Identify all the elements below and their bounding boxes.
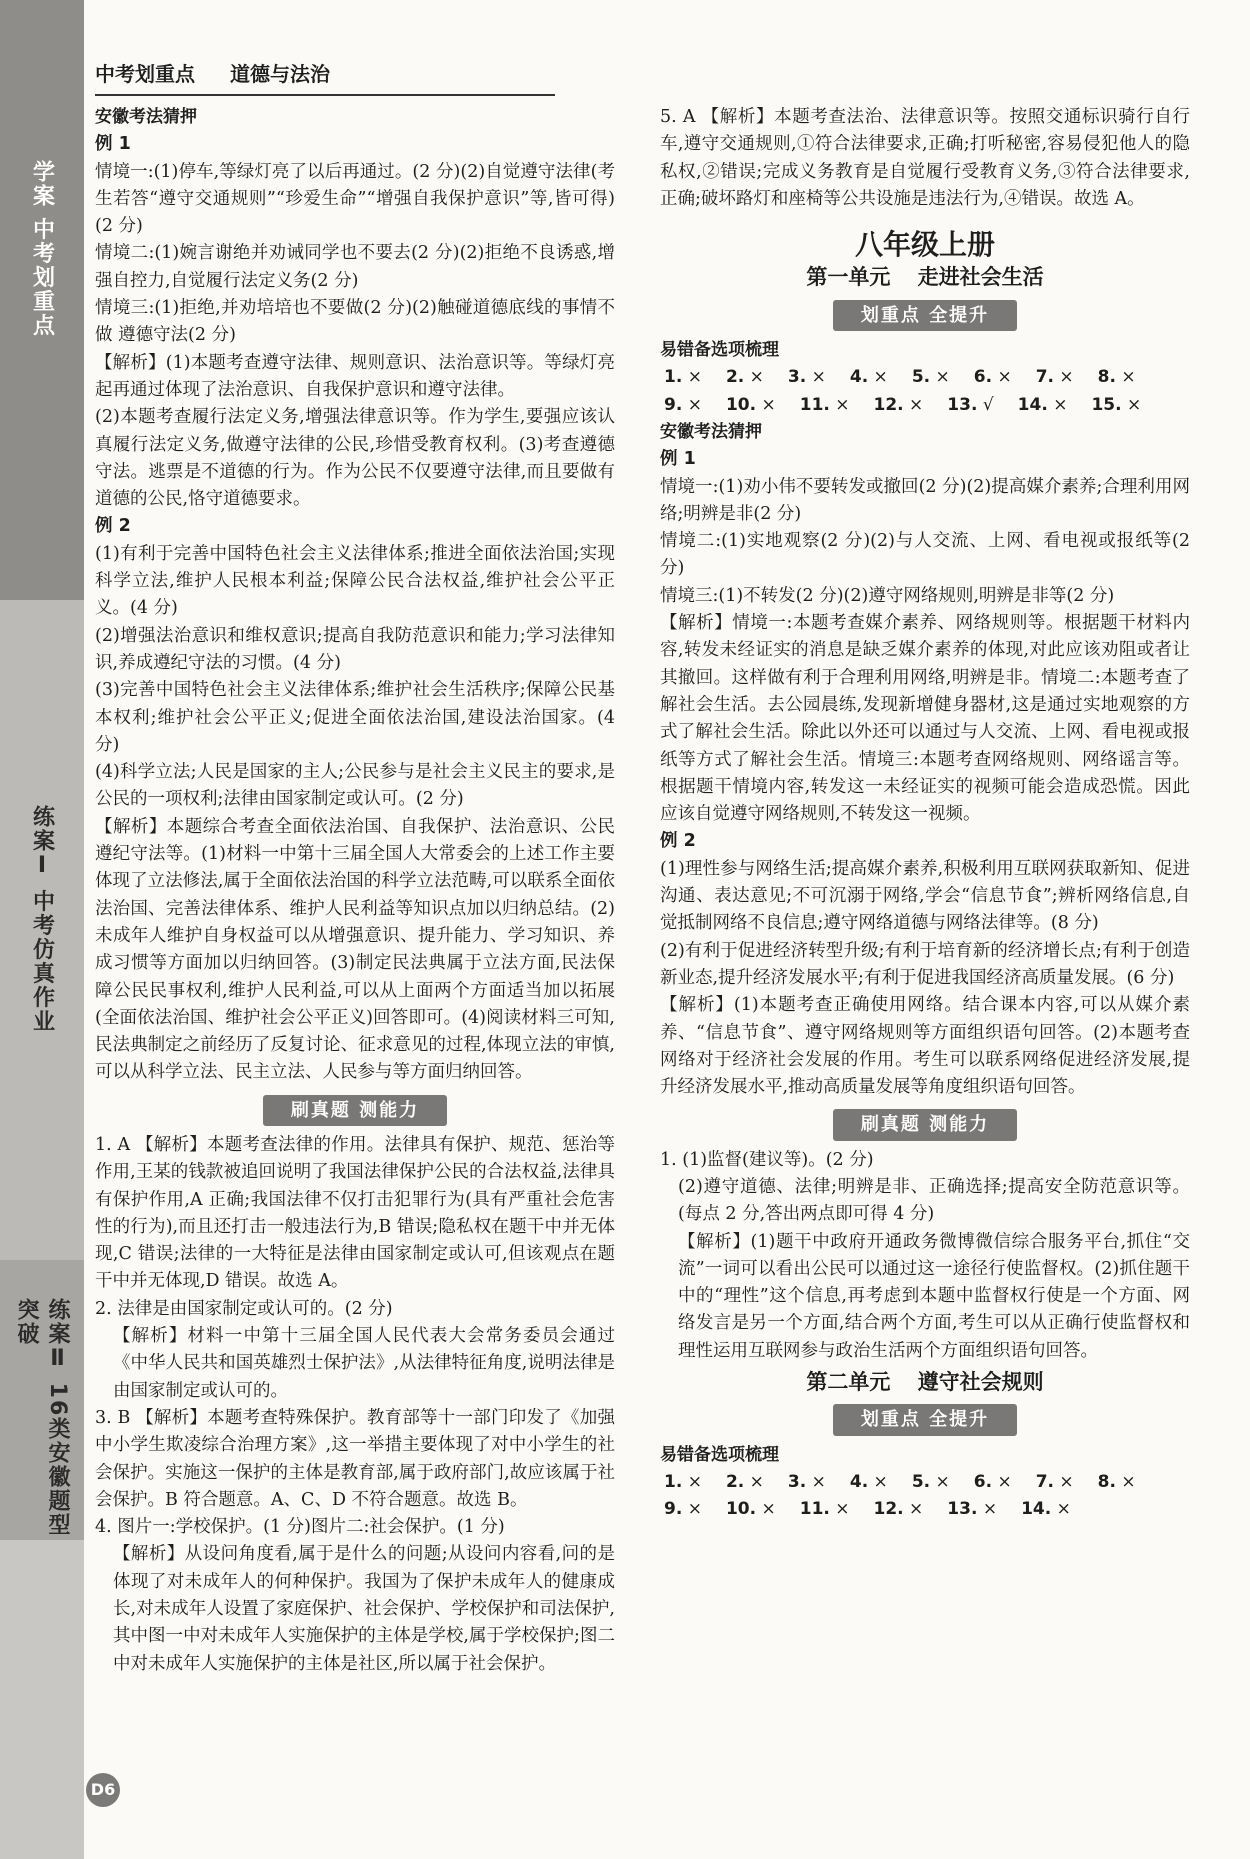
option-mark: × (930, 367, 950, 388)
example-heading: 例 2 (95, 516, 131, 537)
side-label-1: 学案 中考划重点 (29, 160, 55, 338)
unit-title (660, 1369, 1190, 1396)
option-item (1017, 1496, 1071, 1523)
option-number: 4. (849, 367, 869, 388)
option-mark: × (1054, 1471, 1074, 1492)
option-number: 8. (1097, 367, 1116, 388)
option-number: 1. (664, 367, 683, 388)
analysis-paragraph: 【解析】从设问角度看,属于是什么的问题;从设问内容看,问的是体现了对未成年人的何种保护。我国为了保护未成年人的健康成长,对未成年人设置了家庭保护、社会保护、学校保护和司法保护,其中图一中对未成年人实施保护的主体是学校,属于学校保护;图二中对未成年人实施保护的主体是社区,所以属于社会保护。 (113, 1544, 615, 1674)
option-number: 5. (911, 367, 931, 388)
answer-paragraph: (3)完善中国特色社会主义法律体系;维护社会生活秩序;保障公民基本权利;维护社会公平正义;促进全面依法治国,建设法治国家。(4 分) (95, 680, 615, 755)
option-number: 7. (1035, 367, 1055, 388)
answer-paragraph: 情境一:(1)停车,等绿灯亮了以后再通过。(2 分)(2)自觉遵守法律(考生若答“遵守交通规则”“珍爱生命”“增强自我保护意识”等,皆可得)(2 分) (95, 161, 615, 237)
analysis-paragraph: 【解析】情境一:本题考查媒介素养、网络规则等。根据题干材料内容,转发未经证实的消息是缺乏媒介素养的体现,对此应该劝阻或者让其撤回。这样做有利于合理利用网络,明辨是非。情境二:本题考查了解社会生活。去公园晨练,发现新增健身器材,这是通过实地观察的方式了解社会生活。除此以外还可以通过与人交流、上网、看电视或报纸等方式了解社会生活。情境三:本题考查网络规则、网络谣言等。根据题干情境内容,转发这一未经证实的视频可能会造成恐慌。因此应该自觉遵守网络规则,不转发这一视频。 (660, 613, 1190, 825)
option-item (722, 1469, 764, 1496)
option-mark: × (930, 1471, 950, 1492)
option-mark: × (903, 394, 924, 415)
answer-paragraph: 情境二:(1)实地观察(2 分)(2)与人交流、上网、看电视或报纸等(2 分) (660, 531, 1190, 579)
option-item (660, 392, 702, 419)
section-band (660, 1109, 1190, 1140)
side-label-2: 练案Ⅰ 中考仿真作业 (29, 805, 55, 1034)
option-mark: × (1051, 1499, 1071, 1520)
option-mark: × (744, 367, 764, 388)
analysis-paragraph: 【解析】(1)题干中政府开通政务微博微信综合服务平台,抓住“交流”一词可以看出公民可以通过这一途径行使监督权。(2)抓住题干中的“理性”这个信息,再考虑到本题中监督权行使是一个方面、网络发言是另一个方面,结合两个方面,考生可以从正确行使监督权和理性运用互联网参与政治生活两个方面组织语句回答。 (678, 1231, 1190, 1361)
side-tab-lianan2 (0, 1260, 84, 1540)
band-label: 刷真题 测能力 (833, 1109, 1017, 1140)
side-rail (0, 0, 84, 1859)
options-heading: 易错备选项梳理 (660, 1444, 779, 1465)
option-mark: × (756, 394, 776, 415)
section-band (95, 1095, 615, 1126)
option-mark: × (744, 1471, 764, 1492)
question-answer: 2. 法律是由国家制定或认可的。(2 分) (95, 1298, 393, 1319)
answer-paragraph: (4)科学立法;人民是国家的主人;公民参与是社会主义民主的要求,是公民的一项权利;法律由国家制定或认可。(2 分) (95, 762, 615, 810)
option-number: 9. (664, 394, 683, 415)
option-number: 12. (873, 1499, 904, 1520)
analysis-paragraph: 【解析】(1)本题考查遵守法律、规则意识、法治意识等。等绿灯亮起再通过体现了法治意识、自我保护意识和遵守法律。 (95, 352, 615, 400)
option-item (846, 1469, 888, 1496)
options-list (660, 1469, 1190, 1524)
option-mark: × (992, 367, 1012, 388)
option-mark: × (829, 394, 850, 415)
example-heading: 例 1 (660, 449, 696, 470)
option-item (943, 392, 993, 419)
option-item (1032, 1469, 1074, 1496)
band-label: 划重点 全提升 (833, 300, 1017, 331)
side-tab-xuean (0, 0, 84, 600)
option-mark: × (682, 1499, 702, 1520)
section-heading: 安徽考法猜押 (660, 421, 762, 442)
option-mark: × (868, 1471, 888, 1492)
option-item (1094, 1469, 1136, 1496)
answer-paragraph: (1)有利于完善中国特色社会主义法律体系;推进全面依法治国;实现科学立法,维护人民根本利益;保障公民合法权益,维护社会公平正义。(4 分) (95, 543, 615, 619)
answer-paragraph: (2)遵守道德、法律;明辨是非、正确选择;提高安全防范意识等。(每点 2 分,答出两点即可得 4 分) (678, 1176, 1190, 1225)
option-item (784, 1469, 826, 1496)
analysis-paragraph: 【解析】材料一中第十三届全国人民代表大会常务委员会通过《中华人民共和国英雄烈士保护法》,从法律特征角度,说明法律是由国家制定或认可的。 (113, 1326, 615, 1401)
header-subject: 道德与法治 (229, 62, 330, 86)
section-band (660, 1404, 1190, 1435)
band-label: 划重点 全提升 (833, 1404, 1017, 1435)
option-item (660, 1469, 702, 1496)
side-label-3: 练案Ⅱ 16类安徽题型突破 (14, 1298, 70, 1538)
question-answer: 1. A 【解析】本题考查法律的作用。法律具有保护、规范、惩治等作用,王某的钱款被追回说明了我国法律保护公民的合法权益,法律具有保护作用,A 正确;我国法律不仅打击犯罪行为(具有严重社会危害性的行为),而且还打击一般违法行为,B 错误;隐私权在题干中并无体现,C 错误;法律的一大特征是法律由国家制定或认可,但该观点在题干中并无体现,D 错误。故选 A。 (95, 1134, 615, 1292)
option-item (870, 392, 924, 419)
option-item (846, 364, 888, 391)
section-heading: 安徽考法猜押 (95, 107, 197, 127)
example-heading: 例 1 (95, 134, 131, 155)
option-item (970, 364, 1012, 391)
option-item (722, 1496, 776, 1523)
options-heading: 易错备选项梳理 (660, 340, 779, 361)
page-number: D6 (86, 1773, 120, 1807)
answer-paragraph: 情境三:(1)拒绝,并劝培培也不要做(2 分)(2)触碰道德底线的事情不做 遵德守法(2 分) (95, 298, 615, 346)
unit-number: 第二单元 (806, 1370, 891, 1395)
option-mark: × (1121, 394, 1142, 415)
option-number: 4. (849, 1471, 869, 1492)
option-number: 11. (799, 1499, 830, 1520)
option-item (722, 392, 776, 419)
option-number: 7. (1035, 1471, 1055, 1492)
answer-paragraph: 情境二:(1)婉言谢绝并劝诫同学也不要去(2 分)(2)拒绝不良诱惑,增强自控力,自觉履行法定义务(2 分) (95, 243, 615, 291)
option-number: 14. (1021, 1499, 1052, 1520)
question-answer: 4. 图片一:学校保护。(1 分)图片二:社会保护。(1 分) (95, 1517, 505, 1538)
page-header (95, 58, 555, 96)
option-number: 13. (947, 1499, 978, 1520)
option-mark: × (1115, 367, 1136, 388)
option-number: 14. (1017, 394, 1048, 415)
analysis-paragraph: 【解析】(1)本题考查正确使用网络。结合课本内容,可以从媒介素养、“信息节食”、遵守网络规则等方面组织语句回答。(2)本题考查网络对于经济社会发展的作用。考生可以联系网络促进经济发展,提升经济发展水平,推动高质量发展等角度组织语句回答。 (660, 995, 1190, 1098)
header-series: 中考划重点 (95, 62, 195, 86)
answer-paragraph: 情境三:(1)不转发(2 分)(2)遵守网络规则,明辨是非等(2 分) (660, 585, 1115, 606)
answer-paragraph: (2)增强法治意识和维权意识;提高自我防范意识和能力;学习法律知识,养成遵纪守法的习惯。(4 分) (95, 625, 615, 673)
option-mark: × (977, 1499, 998, 1520)
option-item (870, 1496, 924, 1523)
option-mark: × (1047, 394, 1068, 415)
option-mark: × (756, 1499, 776, 1520)
answer-paragraph: (1)理性参与网络生活;提高媒介素养,积极利用互联网获取新知、促进沟通、表达意见;不可沉溺于网络,学会“信息节食”;辨析网络信息,自觉抵制网络不良信息;遵守网络道德与网络法律等。(8 分) (660, 858, 1190, 934)
option-item (1094, 364, 1136, 391)
option-number: 3. (787, 367, 807, 388)
option-item (796, 1496, 850, 1523)
option-item (908, 1469, 950, 1496)
option-mark: × (992, 1471, 1012, 1492)
analysis-paragraph: 【解析】本题综合考查全面依法治国、自我保护、法治意识、公民遵纪守法等。(1)材料一中第十三届全国人大常委会的上述工作主要体现了立法修法,属于全面依法治国的科学立法范畴,可以联系全面依法治国、完善法律体系、维护人民利益等知识点加以归纳总结。(2)未成年人维护自身权益可以从增强意识、提升能力、学习知识、养成习惯等方面加以归纳回答。(3)制定民法典属于立法方面,民法保障公民民事权利,维护人民利益,可以从上面两个方面适当加以拓展(全面依法治国、维护社会公平正义)回答即可。(4)阅读材料三可知,民法典制定之前经历了反复讨论、征求意见的过程,体现立法的审慎,可以从科学立法、民主立法、人民参与等方面归纳回答。 (95, 816, 615, 1083)
unit-title (660, 264, 1190, 291)
option-mark: × (806, 1471, 826, 1492)
option-number: 10. (725, 394, 757, 415)
right-column (660, 104, 1190, 1524)
question-answer: 5. A 【解析】本题考查法治、法律意识等。按照交通标识骑行自行车,遵守交通规则,①符合法律要求,正确;打听秘密,容易侵犯他人的隐私权,②错误;完成义务教育是自觉履行受教育义务,③符合法律要求,正确;破坏路灯和座椅等公共设施是违法行为,④错误。故选 A。 (660, 107, 1190, 209)
option-mark: × (903, 1499, 924, 1520)
option-number: 13. (947, 394, 978, 415)
option-number: 3. (787, 1471, 807, 1492)
option-mark: √ (977, 394, 994, 415)
option-item (1014, 392, 1068, 419)
grade-title: 八年级上册 (854, 228, 995, 262)
analysis-paragraph: (2)本题考查履行法定义务,增强法律意识等。作为学生,要强应该认真履行法定义务,做遵守法律的公民,珍惜受教育权利。(3)考查遵德守法。逃票是不道德的行为。作为公民不仅要遵守法律,而且要做有道德的公民,恪守道德要求。 (95, 407, 615, 510)
band-label: 刷真题 测能力 (263, 1095, 447, 1126)
option-number: 11. (799, 394, 830, 415)
question-answer: 3. B 【解析】本题考查特殊保护。教育部等十一部门印发了《加强中小学生欺凌综合治理方案》,这一举措主要体现了对中小学生的社会保护。实施这一保护的主体是教育部,属于政府部门,故应该属于社会保护。B 符合题意。A、C、D 不符合题意。故选 B。 (95, 1407, 615, 1510)
option-mark: × (1115, 1471, 1136, 1492)
unit-name: 遵守社会规则 (917, 1370, 1044, 1395)
question-answer: 1. (1)监督(建议等)。(2 分) (660, 1149, 874, 1170)
option-item (660, 1496, 702, 1523)
option-number: 1. (664, 1471, 683, 1492)
option-number: 2. (725, 1471, 745, 1492)
option-number: 15. (1091, 394, 1122, 415)
answer-paragraph: (2)有利于促进经济转型升级;有利于培育新的经济增长点;有利于创造新业态,提升经济发展水平;有利于促进我国经济高质量发展。(6 分) (660, 940, 1190, 988)
option-mark: × (1054, 367, 1074, 388)
option-number: 5. (911, 1471, 931, 1492)
option-number: 2. (725, 367, 745, 388)
side-tab-lianan1 (0, 600, 84, 1260)
option-mark: × (682, 367, 702, 388)
option-mark: × (682, 1471, 702, 1492)
option-item (1087, 392, 1141, 419)
option-mark: × (829, 1499, 850, 1520)
option-number: 12. (873, 394, 904, 415)
option-mark: × (682, 394, 702, 415)
option-mark: × (868, 367, 888, 388)
option-item (908, 364, 950, 391)
option-number: 6. (973, 1471, 993, 1492)
unit-name: 走进社会生活 (917, 265, 1044, 290)
option-item (722, 364, 764, 391)
option-number: 9. (664, 1499, 683, 1520)
unit-number: 第一单元 (806, 265, 891, 290)
answer-paragraph: 情境一:(1)劝小伟不要转发或撤回(2 分)(2)提高媒介素养;合理利用网络;明辨是非(2 分) (660, 476, 1190, 524)
option-item (796, 392, 850, 419)
option-item (660, 364, 702, 391)
option-number: 6. (973, 367, 993, 388)
option-item (1032, 364, 1074, 391)
example-heading: 例 2 (660, 831, 696, 852)
option-number: 10. (725, 1499, 757, 1520)
option-item (784, 364, 826, 391)
left-column (95, 104, 615, 1678)
option-mark: × (806, 367, 826, 388)
option-item (970, 1469, 1012, 1496)
section-band (660, 300, 1190, 331)
options-list (660, 364, 1190, 419)
option-item (943, 1496, 997, 1523)
option-number: 8. (1097, 1471, 1116, 1492)
